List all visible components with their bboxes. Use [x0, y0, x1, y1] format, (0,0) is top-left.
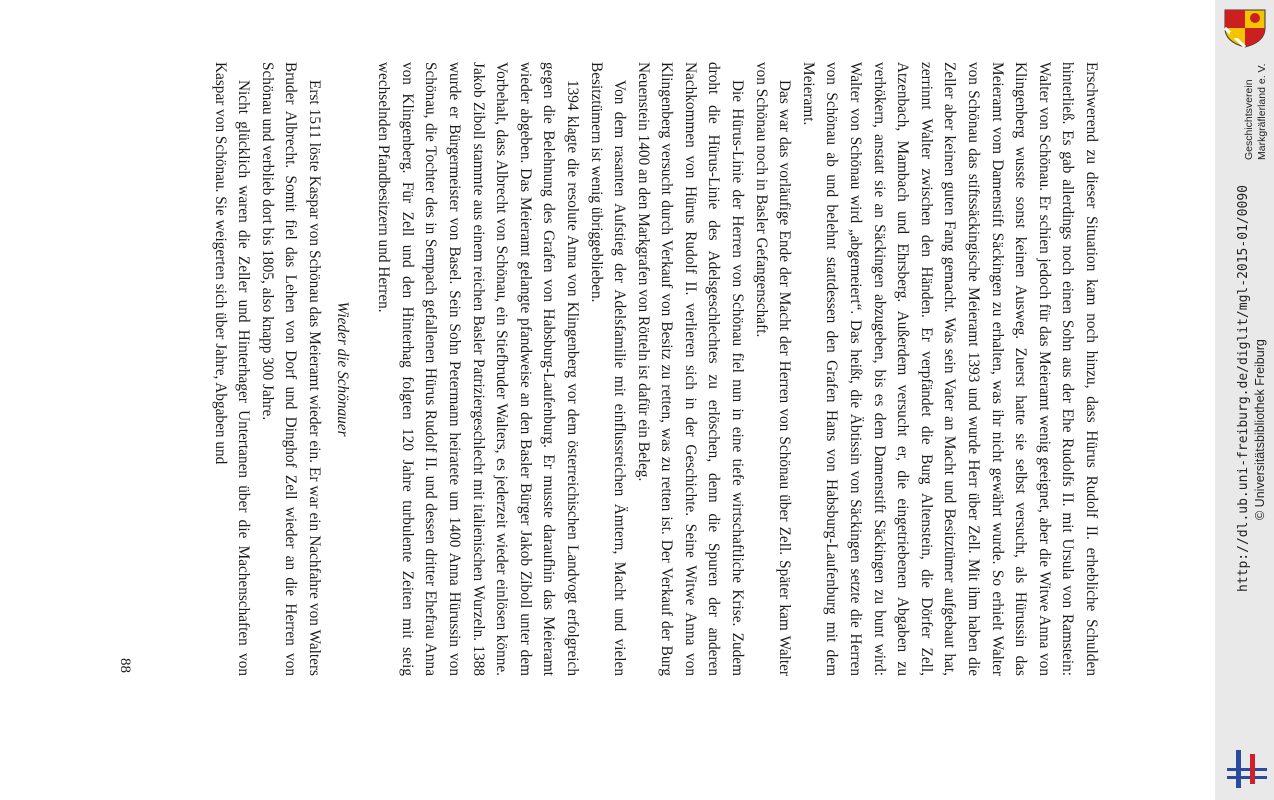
society-name-line1: Geschichtsverein — [1243, 79, 1255, 160]
paragraph-5: 1394 klagte die resolute Anna von Klingenberg vor dem österreichischen Landvogt erfolgreich gegen die Belehnung des Grafen von Habsburg-Laufenburg. Er musste daraufhin das Meieramt wieder abgeben. Das Meieramt gelangte pfandweise an den Basler Bürger Jakob Ziboll unter dem Vorbehalt, dass Albrecht von Schönau, ein Stiefbruder Walters, es jederzeit wieder einlösen könne. Jakob Ziboll stammte aus einem reichen Basler Patriziergeschlecht mit italienischen Wurzeln. 1388 wurde er Bürgermeister von Basel. Sein Sohn Petermann heiratete um 1400 Anna Hürussin von Schönau, die Tochter des in Sempach gefallenen Hürus Rudolf II. und dessen dritter Ehefrau Anna von Klingenberg. Für Zell und den Hinterhag folgten 120 Jahre turbulente Zeiten mit steig wechselnden Pfandbesitzern und Herren. — [375, 62, 581, 676]
copyright-notice: © Universitätsbibliothek Freiburg — [1253, 339, 1267, 520]
society-name-line2: Markgräflerland e. V. — [1256, 63, 1268, 160]
university-library-logo-icon — [1226, 748, 1268, 790]
paragraph-4: Von dem rasanten Aufstieg der Adelsfamilie mit einflussreichen Ämtern, Macht und vielen Besitztümern ist wenig übriggeblieben. — [587, 62, 629, 676]
paragraph-1: Erschwerend zu dieser Situation kam noch hinzu, dass Hürus Rudolf II. erhebliche Schulden hinterließ. Es gab allerdings noch einen Sohn aus der Ehe Rudolfs II. mit Ursula von Ramstein: Walter von Schönau. Er schien jedoch für das Meieramt wenig geeignet, aber die Witwe Anna von Klingenberg wusste sonst keinen Ausweg. Zuerst hatte sie selbst versucht, als Hürussin das Meieramt vom Damenstift Säckingen zu erhalten, was ihr nicht gewährt wurde. So erhielt Walter von Schönau das stiftssäckingische Meieramt 1393 und wurde Herr über Zell. Mit ihm haben die Zeller aber keinen guten Fang gemacht. Was sein Vater an Macht und Besitztümer aufgebaut hat, zerrinnt Walter zwischen den Händen. Er verpfändet die Burg Altenstein, die Dörfer Zell, Atzenbach, Mambach und Ehrsberg. Außerdem versucht er, die eingetriebenen Abgaben zu verhökern, anstatt sie an Säckingen abzugeben, bis es dem Damenstift Säckingen zu bunt wird: Walter von Schönau wird „abgemeiert“. Das heißt, die Äbtissin von Säckingen setzte die Herren von Schönau ab und belehnt stattdessen den Grafen Hans von Habsburg-Laufenburg mit dem Meieramt. — [799, 62, 1100, 676]
paragraph-3: Die Hürus-Linie der Herren von Schönau fiel nun in eine tiefe wirtschaftliche Krise. Zudem droht die Hürus-Linie des Adelsgeschlechtes zu erlöschen, denn die Spuren der anderen Nachkommen von Hürus Rudolf II. verlieren sich in der Geschichte. Seine Witwe Anna von Klingenberg versucht durch Verkauf von Besitz zu retten, was zu retten ist. Der Verkauf der Burg Neuenstein 1400 an den Markgrafen von Rötteln ist dafür ein Beleg. — [634, 62, 747, 676]
paragraph-7: Nicht glücklich waren die Zeller und Hinterhager Untertanen über die Machenschaften von Kaspar von Schönau. Sie weigerten sich über Jahre, Abgaben und — [211, 62, 253, 676]
body-text — [208, 62, 1103, 676]
paragraph-6: Erst 1511 löste Kaspar von Schönau das Meieramt wieder ein. Er war ein Nachfahre von Walters Bruder Albrecht. Somit fiel das Lehen von Dorf und Dinghof Zell wieder an die Herren von Schönau und verblieb dort bis 1805, also knapp 300 Jahre. — [258, 62, 323, 676]
page-number: 88 — [117, 658, 133, 673]
document-url-link[interactable]: http://dl.ub.uni-freiburg.de/diglit/mgl-2015-01/0090 — [1236, 185, 1251, 592]
paragraph-2: Das war das vorläufige Ende der Macht der Herren von Schönau über Zell. Später kam Walter von Schönau noch in Basler Gefangenschaft. — [752, 62, 794, 676]
section-heading: Wieder die Schönauer — [333, 301, 351, 437]
society-coat-of-arms-icon — [1222, 8, 1268, 48]
